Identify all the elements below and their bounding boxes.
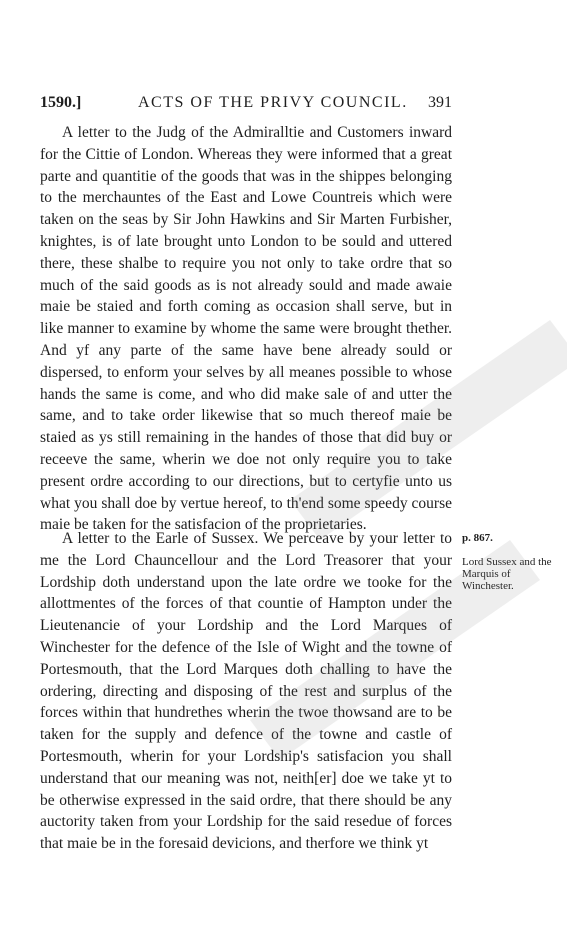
paragraph-admiralty-letter: A letter to the Judg of the Admiralltie and Customers inward for the Cittie of London. Whereas they were informed that a great parte and quantitie of the goods that was in the shippes belonging to the merchauntes of the East and Lowe Countreis which were taken on the seas by Sir John Hawkins and Sir Marten Furbisher, knightes, is of late brought unto London to be sould and uttered there, these shalbe to require you not only to take ordre that so much of the said goods as is not already sould and made awaie maie be staied and forth coming as occasion shall serve, but in like manner to examine by whome the same were brought thether. And yf any parte of the same have bene already sould or dispersed, to enform your selves by all meanes possible to whose hands the same is come, and who did make sale of and utter the same, and to take order likewise that so much thereof maie be staied as ys still remaining in the handes of those that did buy or receeve the same, wherin we doe not only require you to take present ordre according to our directions, but to certyfie unto us what you shall doe by vertue hereof, to th'end some speedy course maie be taken for the satisfacion of the proprietaries. xyxy=(40,124,452,534)
header-title: ACTS OF THE PRIVY COUNCIL. xyxy=(138,94,408,111)
header-year: 1590.] xyxy=(40,94,82,111)
margin-page-reference: p. 867. xyxy=(462,532,493,544)
margin-note: Lord Sussex and the Marquis of Winchester. xyxy=(462,556,552,592)
page-number: 391 xyxy=(428,94,452,111)
running-header xyxy=(40,94,452,118)
paragraph-sussex-letter: A letter to the Earle of Sussex. We perceave by your letter to me the Lord Chauncellour and the Lord Treasorer that your Lordship doth understand upon the late ordre we tooke for the allottmentes of the forces of that countie of Hampton under the Lieutenancie of your Lordship and the Lord Marques of Winchester for the defence of the Isle of Wight and the towne of Portesmouth, that the Lord Marques doth challing to have the ordering, directing and disposing of the rest and surplus of the forces within that hundrethes wherin the twoe thowsand are to be taken for the supply and defence of the towne and castle of Portesmouth, wherin for your Lordship's satisfacion you shall understand that our meaning was not, neith[er] doe we take yt to be otherwise expressed in the said ordre, that there should be any auctority taken from your Lordship for the said resedue of forces that maie be in the foresaid devicions, and therfore we think yt xyxy=(40,530,452,853)
